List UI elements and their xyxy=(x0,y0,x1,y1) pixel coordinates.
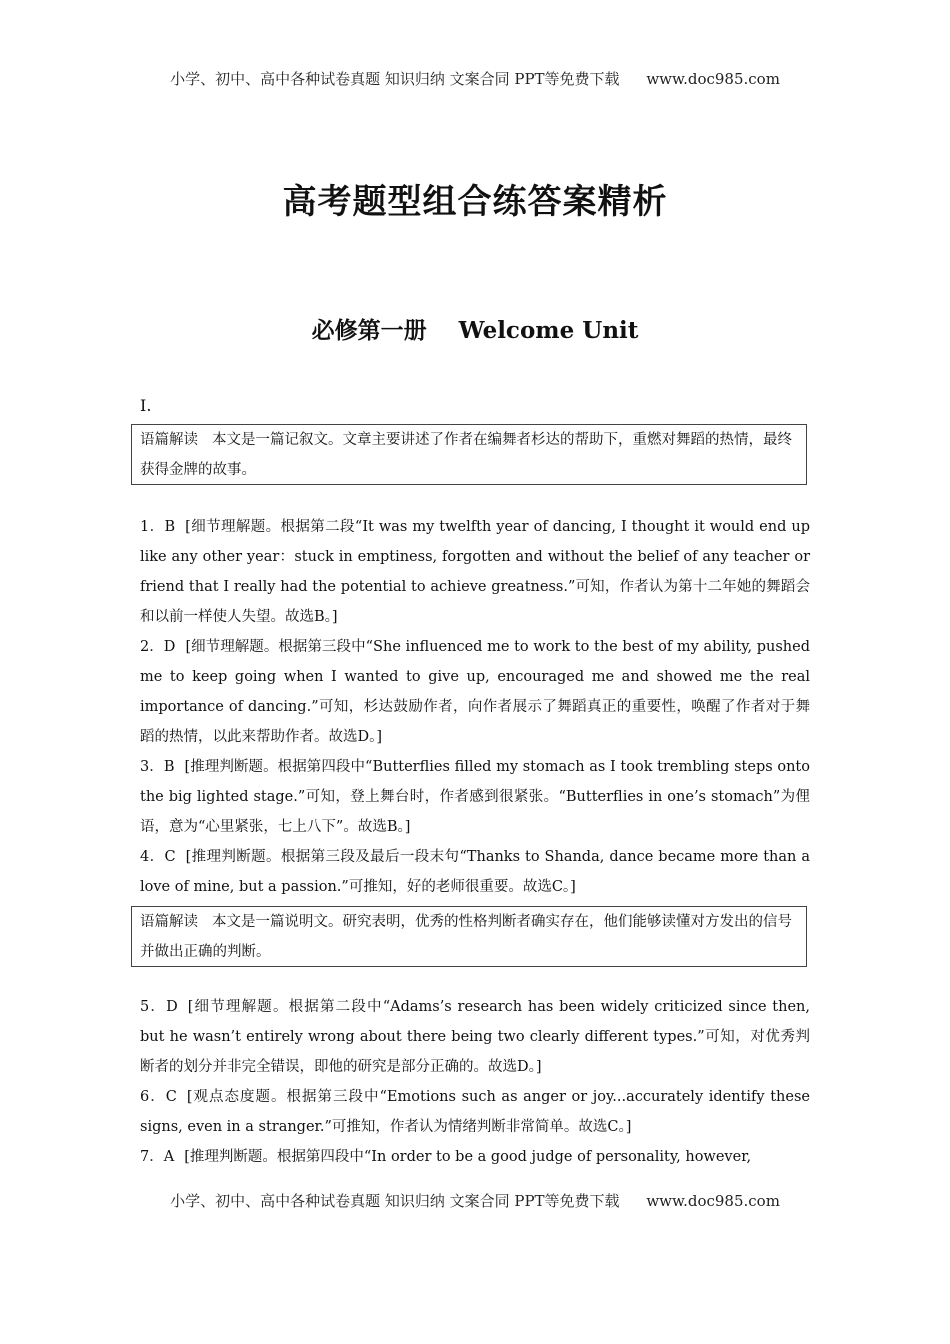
answer-number: 3．B xyxy=(140,759,175,775)
passage-summary-box xyxy=(131,906,807,967)
page-footer xyxy=(0,1190,950,1211)
header-site[interactable]: www.doc985.com xyxy=(646,70,780,88)
unit-heading xyxy=(0,312,950,345)
passage-summary-text: 本文是一篇记叙文。文章主要讲述了作者在编舞者杉达的帮助下，重燃对舞蹈的热情，最终获得金牌的故事。 xyxy=(140,432,792,478)
document-title: 高考题型组合练答案精析 xyxy=(282,182,668,222)
answer-number: 7．A xyxy=(140,1149,175,1165)
answer-list xyxy=(140,512,810,902)
answer-list xyxy=(140,992,810,1172)
answer-number: 4．C xyxy=(140,849,176,865)
answer-item xyxy=(140,632,810,752)
passage-summary-label: 语篇解读 xyxy=(140,914,198,930)
answer-explanation: [推理判断题。根据第三段及最后一段末句“Thanks to Shanda, dance became more than a love of mine, but a passion.”可推知，好的老师很重要。故选C。] xyxy=(140,849,810,895)
answer-item xyxy=(140,512,810,632)
answer-explanation: [细节理解题。根据第二段中“Adams’s research has been widely criticized since then, but he wasn’t entirely wrong about there being two clearly different types.”可知，对优秀判断者的划分并非完全错误，即他的研究是部分正确的。故选D。] xyxy=(140,999,811,1075)
answer-number: 6．C xyxy=(140,1089,177,1105)
answer-number: 2．D xyxy=(140,639,176,655)
answer-item xyxy=(140,992,810,1082)
answer-number: 1．B xyxy=(140,519,176,535)
answer-number: 5．D xyxy=(140,999,178,1015)
header-text: 小学、初中、高中各种试卷真题 知识归纳 文案合同 PPT等免费下载 xyxy=(170,70,620,88)
answer-item xyxy=(140,752,810,842)
page-header xyxy=(0,68,950,89)
unit-cn: 必修第一册 xyxy=(311,317,427,344)
answer-explanation: [推理判断题。根据第四段中“In order to be a good judge of personality, however, xyxy=(184,1149,752,1165)
section-numeral: Ⅰ. xyxy=(140,396,152,415)
answer-explanation: [推理判断题。根据第四段中“Butterflies filled my stomach as I took trembling steps onto the big lighted stage.”可知，登上舞台时，作者感到很紧张。“Butterflies in one’s stomach”为俚语，意为“心里紧张，七上八下”。故选B。] xyxy=(140,759,810,835)
unit-en: Welcome Unit xyxy=(458,317,639,344)
answer-item xyxy=(140,1082,810,1142)
answer-item xyxy=(140,842,810,902)
passage-summary-box xyxy=(131,424,807,485)
answer-item xyxy=(140,1142,810,1172)
footer-text: 小学、初中、高中各种试卷真题 知识归纳 文案合同 PPT等免费下载 xyxy=(170,1192,620,1210)
answer-explanation: [细节理解题。根据第三段中“She influenced me to work to the best of my ability, pushed me to keep going when I wanted to give up, encouraged me and showed me the real importance of dancing.”可知，杉达鼓励作者，向作者展示了舞蹈真正的重要性，唤醒了作者对于舞蹈的热情，以此来帮助作者。故选D。] xyxy=(140,639,810,745)
answer-explanation: [细节理解题。根据第二段“It was my twelfth year of dancing, I thought it would end up like any other year：stuck in emptiness, forgotten and without the belief of any teacher or friend that I really had the potential to achieve greatness.”可知，作者认为第十二年她的舞蹈会和以前一样使人失望。故选B。] xyxy=(140,519,810,625)
passage-summary-text: 本文是一篇说明文。研究表明，优秀的性格判断者确实存在，他们能够读懂对方发出的信号并做出正确的判断。 xyxy=(140,914,792,960)
passage-summary-label: 语篇解读 xyxy=(140,432,198,448)
footer-site[interactable]: www.doc985.com xyxy=(646,1192,780,1210)
answer-explanation: [观点态度题。根据第三段中“Emotions such as anger or joy...accurately identify these signs, even in a stranger.”可推知，作者认为情绪判断非常简单。故选C。] xyxy=(140,1089,810,1135)
